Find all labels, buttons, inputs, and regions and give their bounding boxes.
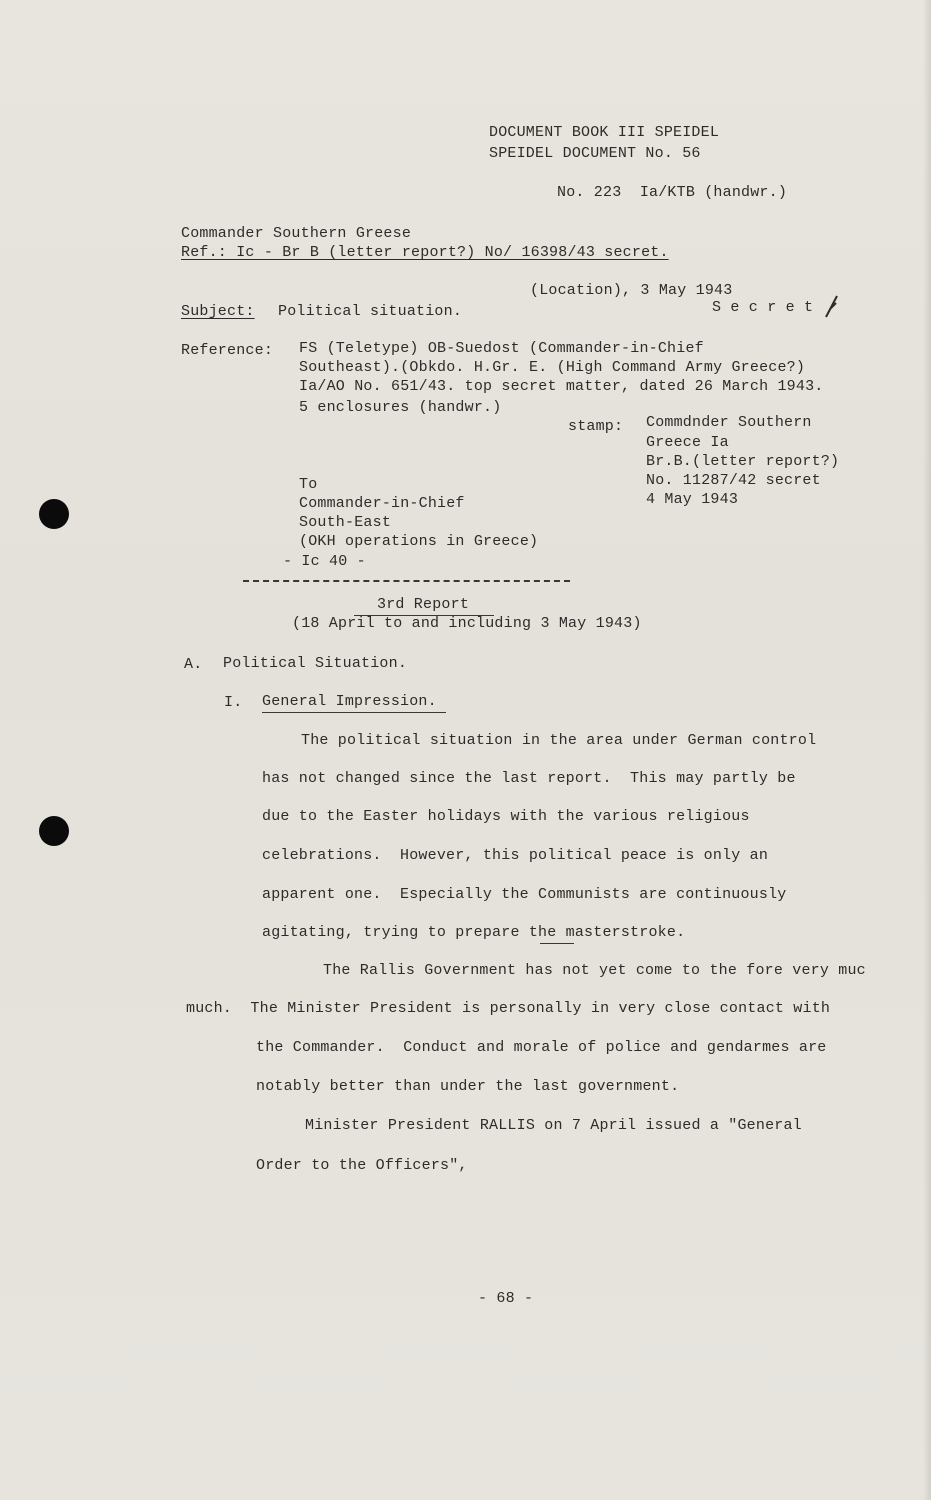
body-line: has not changed since the last report. This may partly be: [262, 770, 796, 787]
classification-secret: S e c r e t: [712, 299, 814, 316]
stamp-label: stamp:: [568, 418, 624, 435]
document-book-heading: DOCUMENT BOOK III SPEIDEL: [489, 124, 720, 141]
sender-line: Commander Southern Greese: [181, 225, 412, 242]
page-number: - 68 -: [478, 1290, 534, 1307]
page-edge-shadow: [923, 0, 931, 1500]
stamp-line: Commdnder Southern: [646, 414, 812, 431]
addressee-line: South-East: [299, 514, 392, 531]
reference-line: FS (Teletype) OB-Suedost (Commander-in-Chief: [299, 340, 704, 357]
subsection-marker: I.: [224, 694, 243, 711]
stamp-line: Br.B.(letter report?): [646, 453, 840, 470]
speidel-document-number: SPEIDEL DOCUMENT No. 56: [489, 145, 701, 162]
reference-line: Ia/AO No. 651/43. top secret matter, dated 26 March 1943.: [299, 378, 824, 395]
punch-hole-top: [39, 499, 69, 529]
body-line: agitating, trying to prepare the masterstroke.: [262, 924, 686, 941]
location-date: (Location), 3 May 1943: [530, 282, 733, 299]
body-line: celebrations. However, this political peace is only an: [262, 847, 769, 864]
dashed-separator: [243, 580, 570, 582]
report-title: 3rd Report: [377, 596, 470, 613]
body-line: apparent one. Especially the Communists are continuously: [262, 886, 787, 903]
addressee-line: To: [299, 476, 318, 493]
reference-label: Reference:: [181, 342, 274, 359]
body-line: The political situation in the area under German control: [301, 732, 817, 749]
addressee-line: - Ic 40 -: [283, 553, 366, 570]
body-line: due to the Easter holidays with the various religious: [262, 808, 750, 825]
report-period: (18 April to and including 3 May 1943): [292, 615, 642, 632]
punch-hole-bottom: [39, 816, 69, 846]
handwritten-check-mark: [822, 294, 840, 320]
body-line: Order to the Officers",: [256, 1157, 468, 1174]
section-title: Political Situation.: [223, 655, 408, 672]
reference-number: No. 223 Ia/KTB (handwr.): [557, 184, 788, 201]
subsection-title-underline: [262, 712, 446, 713]
body-line: much. The Minister President is personally in very close contact with: [186, 1000, 831, 1017]
body-line: The Rallis Government has not yet come to the fore very muc: [323, 962, 866, 979]
body-line: the Commander. Conduct and morale of police and gendarmes are: [256, 1039, 827, 1056]
subject-text: Political situation.: [278, 303, 463, 320]
reference-line: Southeast).(Obkdo. H.Gr. E. (High Command Army Greece?): [299, 359, 806, 376]
addressee-line: Commander-in-Chief: [299, 495, 465, 512]
word-underline: [540, 943, 574, 944]
stamp-line: 4 May 1943: [646, 491, 739, 508]
subsection-title: General Impression.: [262, 693, 437, 710]
body-line: Minister President RALLIS on 7 April issued a "General: [305, 1117, 802, 1134]
reference-line: 5 enclosures (handwr.): [299, 399, 502, 416]
subject-label: Subject:: [181, 303, 255, 320]
stamp-line: Greece Ia: [646, 434, 729, 451]
section-marker: A.: [184, 656, 203, 673]
stamp-line: No. 11287/42 secret: [646, 472, 821, 489]
addressee-line: (OKH operations in Greece): [299, 533, 539, 550]
body-line: notably better than under the last government.: [256, 1078, 680, 1095]
sender-reference: Ref.: Ic - Br B (letter report?) No/ 16398/43 secret.: [181, 244, 669, 261]
